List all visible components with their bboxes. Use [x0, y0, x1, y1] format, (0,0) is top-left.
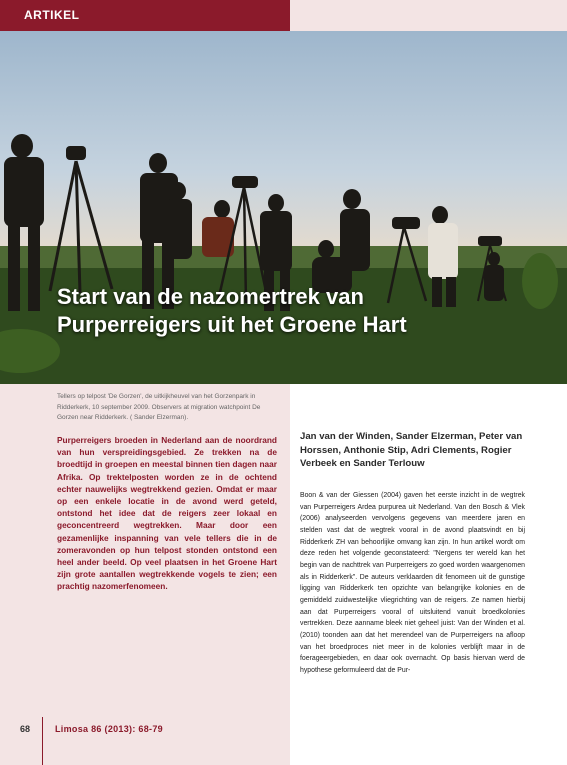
intro-text: Purperreigers broeden in Nederland aan de noordrand van hun verspreidingsgebied. Ze trekken na de broedtijd in groepen en meestal binnen tien dagen naar Afrika. Op trektelposten worden ze in de ochtend echter nauwelijks wegtrekkend gezien. Omdat er maar op een enkele locatie in de avond werd geteld, ontstond het idee dat de reigers zeer lokaal en geconcentreerd wegtrekken. Maar door een gezamenlijke inspanning van vele tellers die in de zomeravonden op hun telpost stonden ontstond een heel ander beeld. Op veel plaatsen in het Groene Hart zijn grote aantallen wegtrekkende vogels te zien; een prachtig nazomerfenomeen. — [57, 435, 277, 592]
article-title — [57, 283, 407, 339]
page-number: 68 — [20, 724, 31, 734]
body-text: Boon & van der Giessen (2004) gaven het eerste inzicht in de wegtrek van Purperreigers Ardea purpurea uit Nederland. Van den Bosch & Vlek (2006) analyseerden vervolgens gegevens van meerdere jaren en stelden vast dat de wegtrek vooral in de avond plaatsvindt en bij Ridderkerk ZH van behoorlijke omvang kan zijn. In hun artikel wordt om deze reden het volgende geconstateerd: "Nergens ter wereld kan het begin van de nachttrek van Purperreigers zo goed worden waargenomen als in Ridderkerk". De auteurs verklaarden dit fenomeen uit de gunstige ligging van Ridderkerk ten opzichte van belangrijke kolonies en de gemiddeld zuidwestelijke vliegrichting van de reigers. Ze namen hierbij aan dat Purperreigers vooral of uitsluitend vanuit broedkolonies vertrekken. Deze aanname bleek niet geheel juist: Van der Winden et al. (2010) toonden aan dat het merendeel van de Purperreigers na afloop van het broedproces niet meer in de kolonies verblijft maar in de foerageergebieden, en daar ook overnacht. Op basis hiervan werd de hypothese geformuleerd dat de Pur- — [300, 492, 525, 674]
article-title-line-2: Purperreigers uit het Groene Hart — [57, 312, 407, 337]
article-title-line-1: Start van de nazomertrek van — [57, 284, 364, 309]
section-tab — [0, 0, 290, 31]
footer-rule — [42, 717, 43, 765]
authors: Jan van der Winden, Sander Elzerman, Peter van Horssen, Anthonie Stip, Adri Clements, Rogier Verbeek en Sander Terlouw — [300, 431, 523, 470]
photo-caption: Tellers op telpost 'De Gorzen', de uitkijkheuvel van het Gorzenpark in Ridderkerk, 10 september 2009. Observers at migration watchpoint De Gorzen near Ridderkerk. ( Sander Elzerman). — [57, 393, 261, 421]
section-label: ARTIKEL — [24, 8, 80, 22]
journal-reference: Limosa 86 (2013): 68-79 — [55, 724, 163, 734]
